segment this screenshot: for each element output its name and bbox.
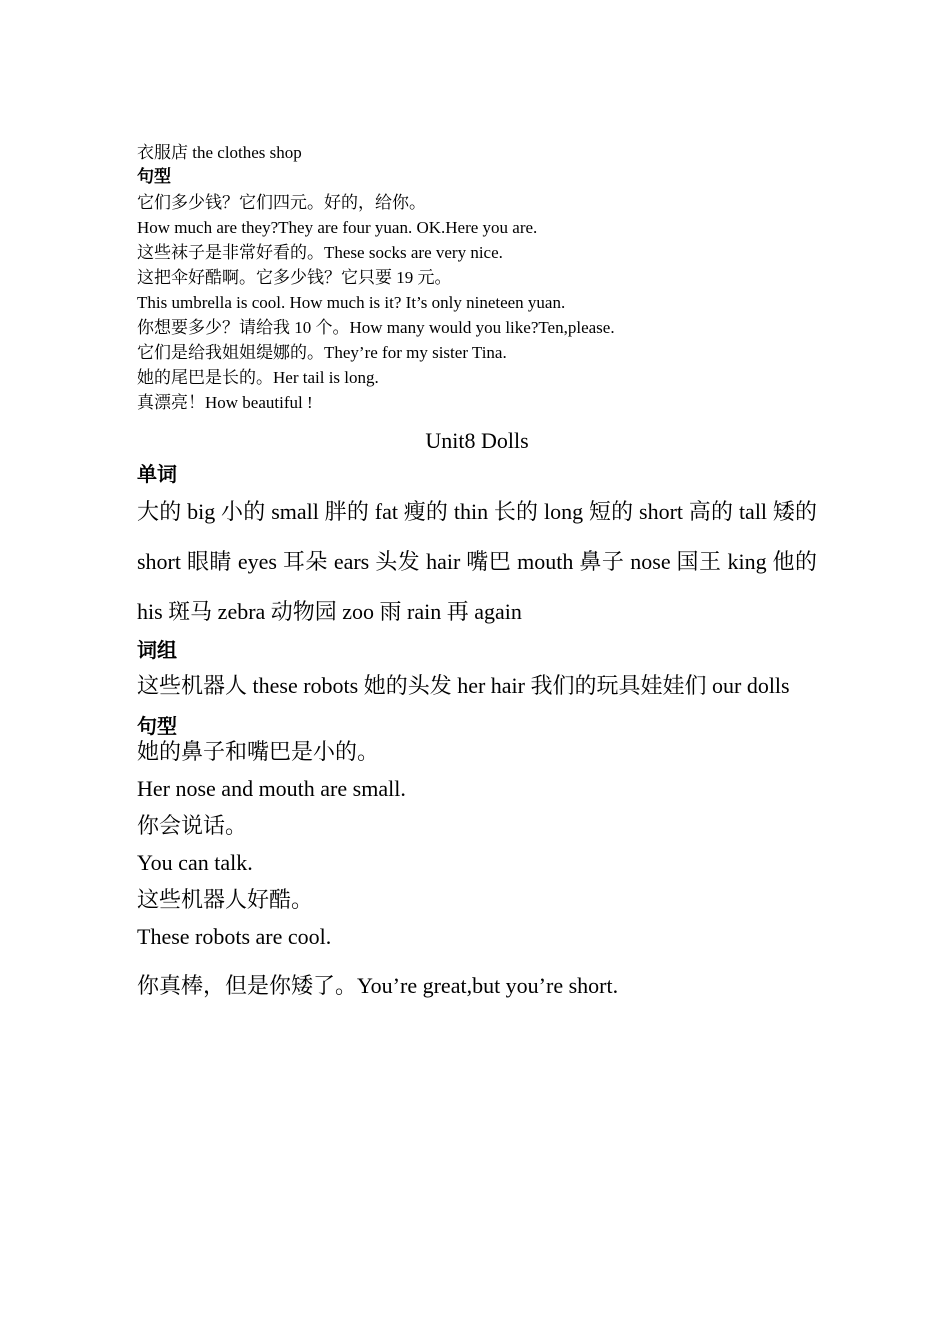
unit8-words-paragraph: 大的 big 小的 small 胖的 fat 瘦的 thin 长的 long 短的 short 高的 tall 矮的 short 眼睛 eyes 耳朵 ears 头发 hair 嘴巴 mouth 鼻子 nose 国王 king 他的 his 斑马 zebra 动物园 zoo 雨 rain 再 again: [137, 499, 817, 624]
unit7-sentence: 她的尾巴是长的。Her tail is long.: [137, 368, 379, 387]
unit7-sentence-list: [137, 190, 817, 415]
unit8-sentence: 她的鼻子和嘴巴是小的。: [137, 739, 380, 764]
unit7-sentence: This umbrella is cool. How much is it? It’s only nineteen yuan.: [137, 293, 566, 312]
unit8-words-heading: 单词: [137, 462, 177, 486]
document-page: [137, 140, 817, 1004]
unit8-title: Unit8 Dolls: [425, 428, 529, 453]
unit8-sentence: 你真棒，但是你矮了。You’re great,but you’re short.: [137, 973, 619, 998]
unit7-sentence: 你想要多少？请给我 10 个。How many would you like?Ten,please.: [137, 318, 615, 337]
unit8-phrases-paragraph: 这些机器人 these robots 她的头发 her hair 我们的玩具娃娃们 our dolls: [137, 673, 790, 698]
unit8-sentence-list: [137, 733, 817, 1004]
unit7-sentence: 这把伞好酷啊。它多少钱？它只要 19 元。: [137, 268, 452, 287]
unit8-sentence: These robots are cool.: [137, 924, 332, 949]
unit8-sentence: Her nose and mouth are small.: [137, 776, 406, 801]
unit8-sentences-heading: 句型: [137, 714, 177, 738]
unit8-phrases-heading: 词组: [137, 638, 177, 662]
unit7-sentence: 真漂亮！How beautiful !: [137, 393, 313, 412]
unit7-sentence: 它们是给我姐姐缇娜的。They’re for my sister Tina.: [137, 343, 507, 362]
unit7-sentence: 这些袜子是非常好看的。These socks are very nice.: [137, 243, 503, 262]
unit7-sentences-heading: 句型: [137, 167, 171, 187]
unit8-sentence: 你会说话。: [137, 813, 248, 838]
unit8-sentence: 这些机器人好酷。: [137, 887, 314, 912]
unit7-sentence: How much are they?They are four yuan. OK.Here you are.: [137, 218, 538, 237]
unit8-sentence: You can talk.: [137, 850, 253, 875]
unit7-sentence: 它们多少钱？它们四元。好的，给你。: [137, 193, 426, 212]
clothes-shop-line: 衣服店 the clothes shop: [137, 143, 302, 162]
